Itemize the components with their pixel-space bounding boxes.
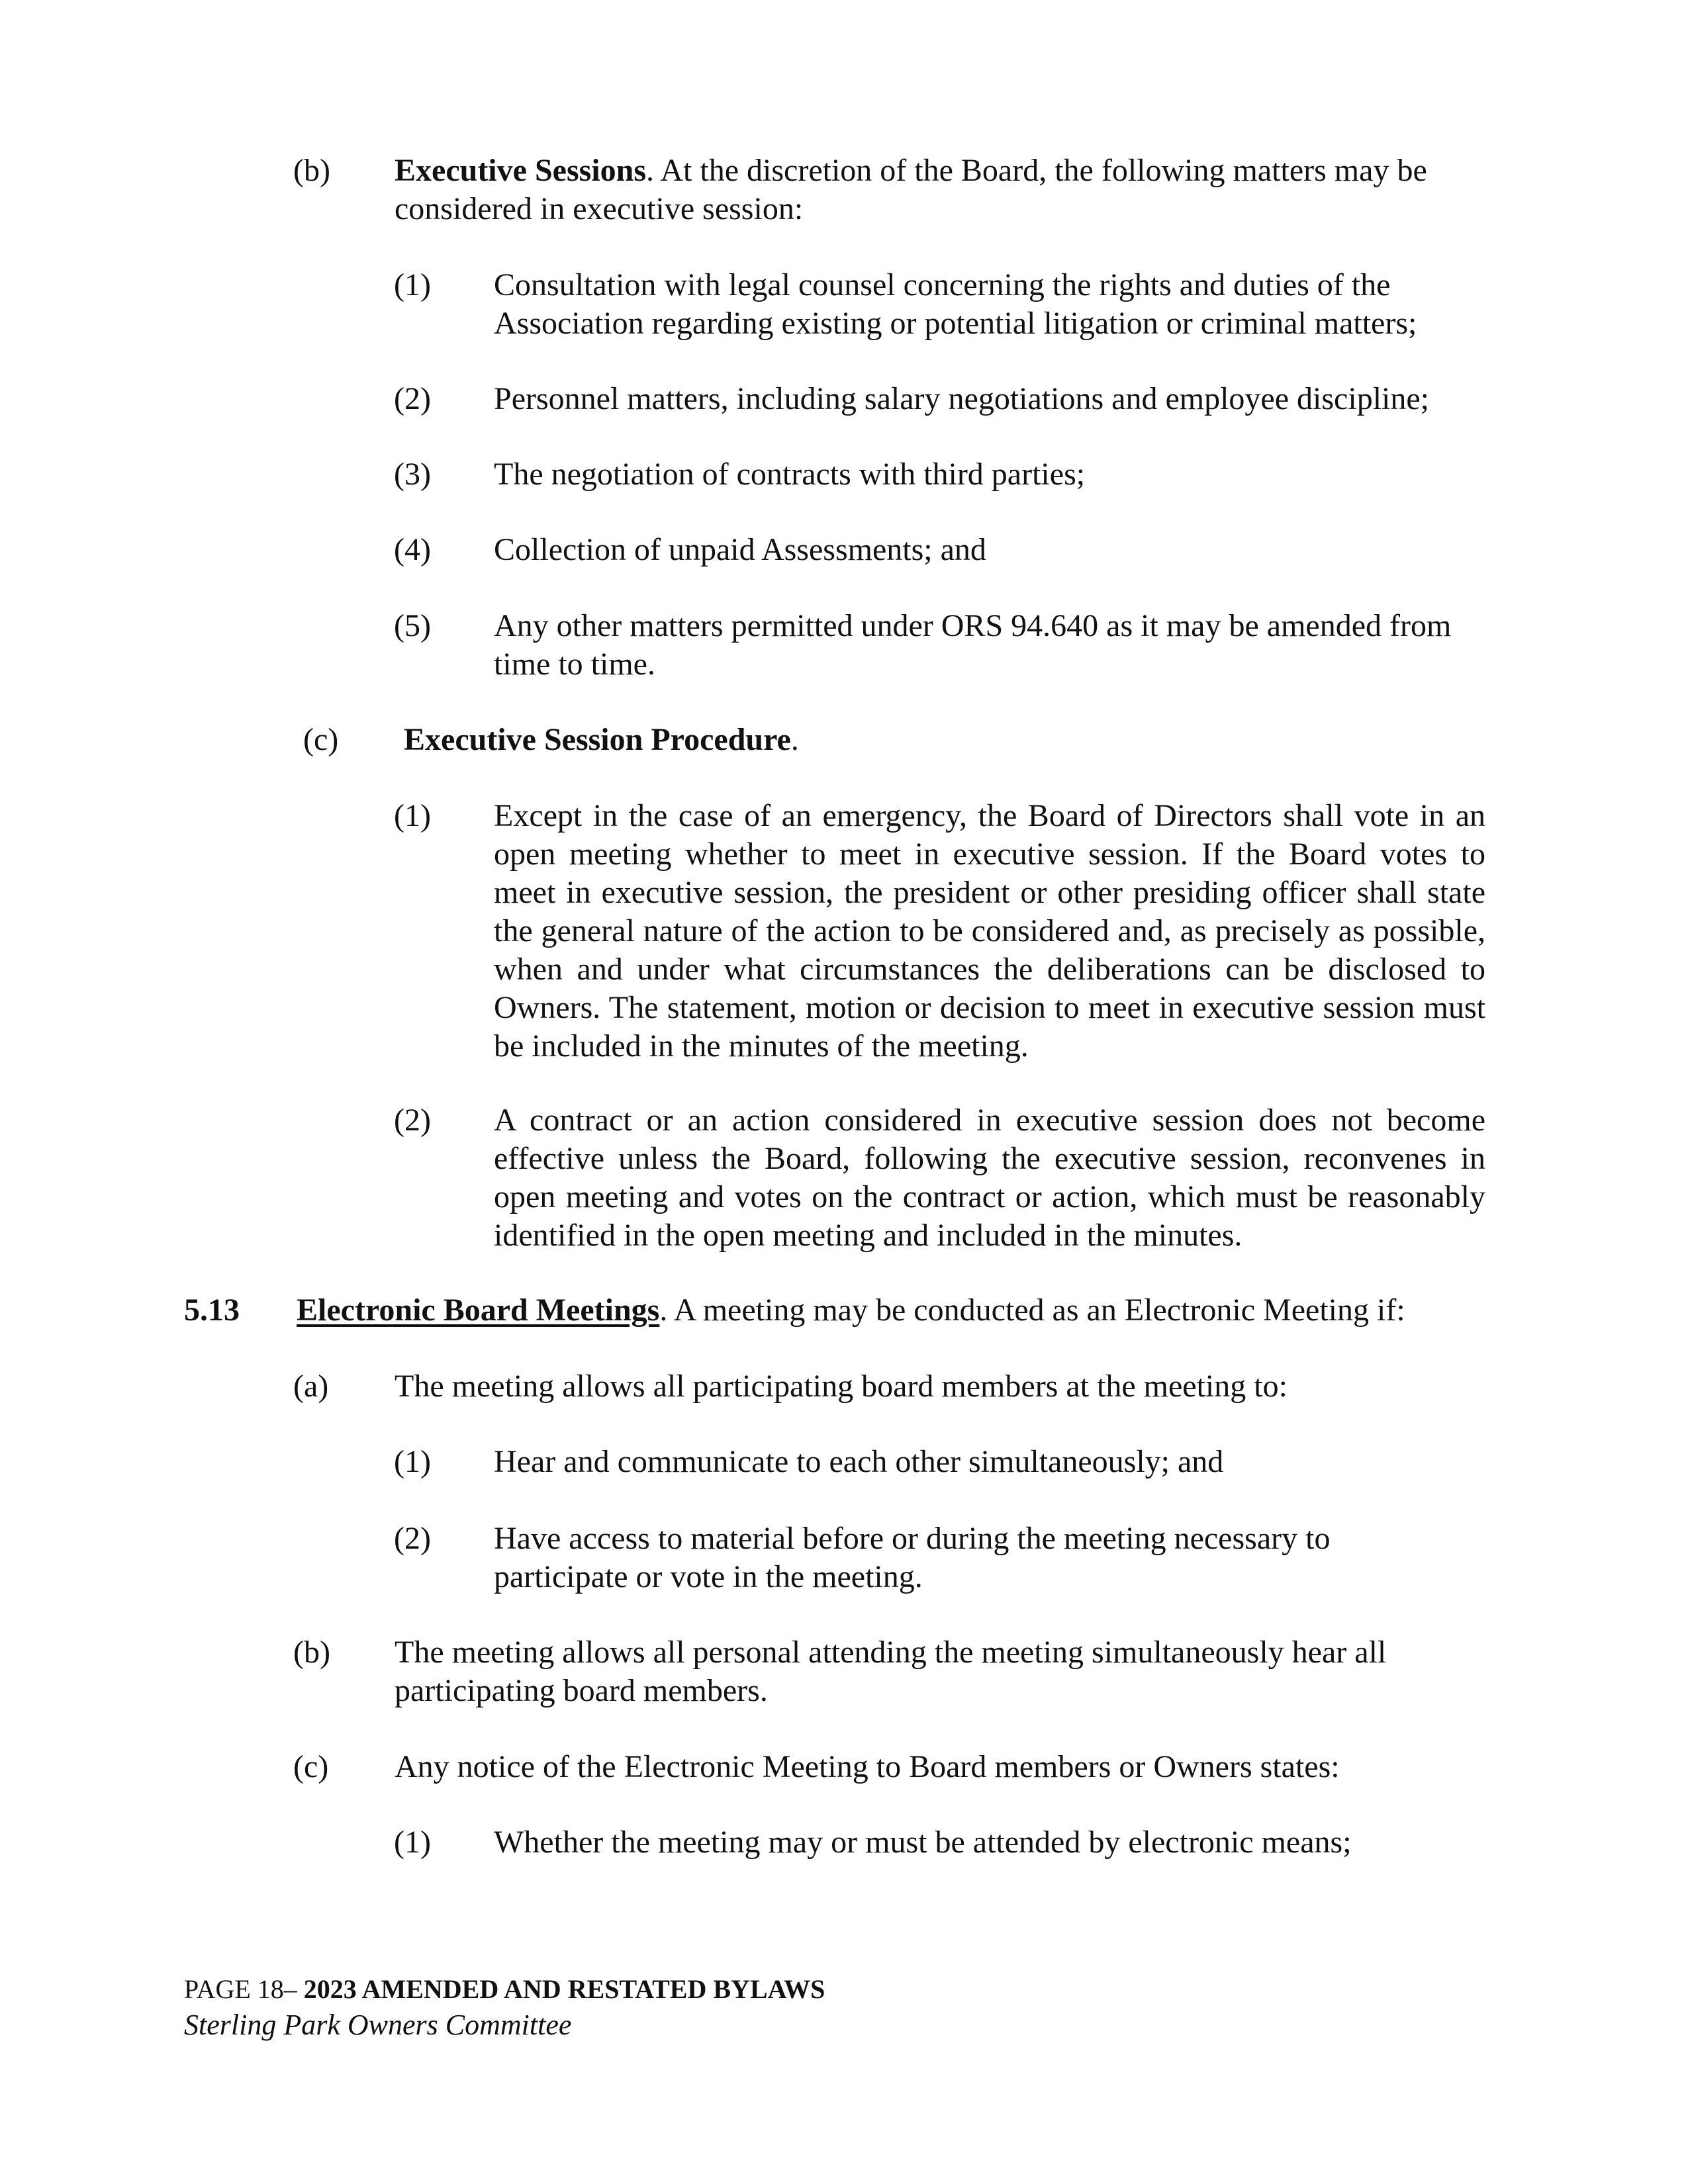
section-c-item-1-label: (1) bbox=[394, 798, 431, 833]
section-b-title: Executive Sessions bbox=[395, 153, 647, 188]
section-b-paragraph bbox=[395, 152, 1487, 228]
section-b-item-4-label: (4) bbox=[394, 532, 431, 567]
section-513-b-text: The meeting allows all personal attending the meeting simultaneously hear all participating board members. bbox=[395, 1635, 1387, 1708]
section-513-a-item-2-label: (2) bbox=[394, 1521, 431, 1556]
section-513-a-item-1-text: Hear and communicate to each other simultaneously; and bbox=[494, 1444, 1224, 1479]
section-c-title: Executive Session Procedure bbox=[404, 722, 791, 757]
section-c-item-1-text: Except in the case of an emergency, the Board of Directors shall vote in an open meeting whether to meet in executive session. If the Board votes to meet in executive session, the president or other presiding officer shall state the general nature of the action to be considered and, as precisely as possible, when and under what circumstances the deliberations can be disclosed to Owners. The statement, motion or decision to meet in executive session must be included in the minutes of the meeting. bbox=[494, 798, 1485, 1064]
section-c-title-end: . bbox=[790, 722, 799, 757]
section-513-number: 5.13 bbox=[184, 1293, 240, 1328]
section-b-item-1-text: Consultation with legal counsel concerning the rights and duties of the Association regarding existing or potential litigation or criminal matters; bbox=[494, 267, 1417, 341]
section-b-item-2-label: (2) bbox=[394, 381, 431, 416]
section-513-a-item-2-text: Have access to material before or during the meeting necessary to participate or vote in the meeting. bbox=[494, 1521, 1331, 1594]
section-513-text: . A meeting may be conducted as an Electronic Meeting if: bbox=[659, 1293, 1405, 1328]
section-b-item-2-text: Personnel matters, including salary negotiations and employee discipline; bbox=[494, 381, 1429, 416]
section-c-heading bbox=[404, 721, 1463, 759]
section-b-item-3-label: (3) bbox=[394, 457, 431, 492]
section-513-title: Electronic Board Meetings bbox=[297, 1293, 660, 1328]
section-c-item-2-label: (2) bbox=[394, 1103, 431, 1138]
organization-name: Sterling Park Owners Committee bbox=[184, 2009, 572, 2041]
section-c-item-2-text: A contract or an action considered in executive session does not become effective unless the Board, following the executive session, reconvenes in open meeting and votes on the contract or action, which must be reasonably identified in the open meeting and included in the minutes. bbox=[494, 1103, 1485, 1253]
document-title: 2023 AMENDED AND RESTATED BYLAWS bbox=[303, 1974, 825, 2004]
section-513-a-text: The meeting allows all participating board members at the meeting to: bbox=[395, 1369, 1288, 1404]
page-number: PAGE 18– bbox=[184, 1974, 304, 2004]
section-513-c-text: Any notice of the Electronic Meeting to Board members or Owners states: bbox=[395, 1749, 1340, 1784]
section-513-c-item-1-text: Whether the meeting may or must be attended by electronic means; bbox=[494, 1825, 1352, 1860]
section-513-heading bbox=[297, 1291, 1488, 1330]
section-513-c-item-1-label: (1) bbox=[394, 1825, 431, 1860]
section-b-label: (b) bbox=[293, 153, 330, 188]
section-b-item-5-label: (5) bbox=[394, 608, 431, 643]
section-513-c-label: (c) bbox=[293, 1749, 329, 1784]
section-513-b-label: (b) bbox=[293, 1635, 330, 1670]
section-b-item-4-text: Collection of unpaid Assessments; and bbox=[494, 532, 986, 567]
section-b-item-1-label: (1) bbox=[394, 267, 431, 302]
section-b-item-3-text: The negotiation of contracts with third parties; bbox=[494, 457, 1086, 492]
section-513-a-label: (a) bbox=[293, 1369, 329, 1404]
section-b-text: . At the discretion of the Board, the following matters may be considered in executive session: bbox=[395, 153, 1427, 226]
section-b-item-5-text: Any other matters permitted under ORS 94.640 as it may be amended from time to time. bbox=[494, 608, 1452, 682]
section-513-a-item-1-label: (1) bbox=[394, 1444, 431, 1479]
section-c-label: (c) bbox=[303, 722, 339, 757]
page-footer-line bbox=[184, 1972, 825, 2007]
